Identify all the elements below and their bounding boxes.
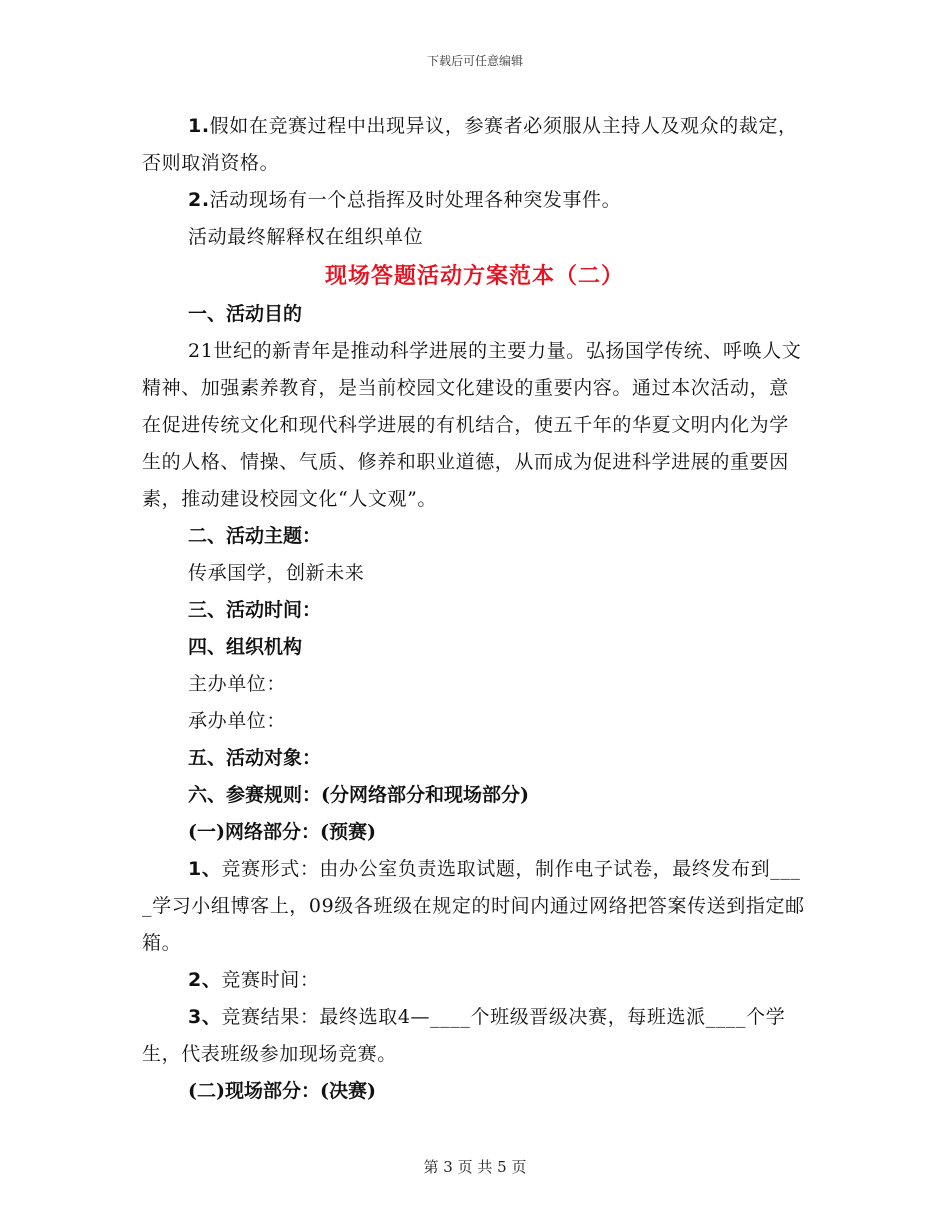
subsection-heading-online: (一)网络部分：(预赛)	[188, 821, 376, 843]
list-number: 1.	[188, 115, 210, 137]
section-heading-organization: 四、组织机构	[188, 636, 303, 658]
paragraph-interpretation-right: 活动最终解释权在组织单位	[188, 226, 424, 248]
page-footer: 第 3 页 共 5 页	[423, 1158, 527, 1176]
list-number: 2.	[188, 189, 210, 211]
rule-text: 竞赛时间：	[221, 969, 320, 991]
paragraph-objection-rule	[142, 108, 807, 182]
rule-item-time	[142, 962, 807, 999]
section-heading-theme: 二、活动主题：	[188, 525, 322, 547]
section-heading-purpose: 一、活动目的	[188, 303, 303, 325]
rule-item-result	[142, 999, 807, 1073]
list-number: 2、	[188, 969, 222, 991]
paragraph-text: 活动现场有一个总指挥及时处理各种突发事件。	[209, 189, 622, 211]
rule-text: 竞赛结果：最终选取4—____个班级晋级决赛，每班选派____个学生，代表班级参加现场竞赛。	[142, 1006, 786, 1065]
rule-text: 竞赛形式：由办公室负责选取试题，制作电子试卷，最终发布到____学习小组博客上，09级各班级在规定的时间内通过网络把答案传送到指定邮箱。	[142, 858, 805, 954]
document-body	[142, 108, 807, 1110]
paragraph-host: 主办单位：	[188, 673, 287, 695]
section-heading-rules: 六、参赛规则：(分网络部分和现场部分)	[188, 784, 529, 806]
list-number: 3、	[188, 1006, 222, 1028]
section-heading-audience: 五、活动对象：	[188, 747, 322, 769]
paragraph-organizer: 承办单位：	[188, 710, 287, 732]
page-header: 下载后可任意编辑	[426, 54, 523, 68]
paragraph-commander-rule	[142, 182, 807, 219]
paragraph-text: 假如在竞赛过程中出现异议，参赛者必须服从主持人及观众的裁定，否则取消资格。	[142, 115, 798, 174]
rule-item-format	[142, 851, 807, 962]
section-heading-time: 三、活动时间：	[188, 599, 322, 621]
paragraph-theme: 传承国学，创新未来	[188, 562, 365, 584]
subsection-heading-onsite: (二)现场部分：(决赛)	[188, 1080, 376, 1102]
document-title: 现场答题活动方案范本（二）	[324, 263, 624, 289]
list-number: 1、	[188, 858, 222, 880]
paragraph-purpose: 21世纪的新青年是推动科学进展的主要力量。弘扬国学传统、呼唤人文精神、加强素养教育，是当前校园文化建设的重要内容。通过本次活动，意在促进传统文化和现代科学进展的有机结合，使五千年的华夏文明内化为学生的人格、情操、气质、修养和职业道德，从而成为促进科学进展的重要因素，推动建设校园文化“人文观”。	[142, 340, 802, 510]
